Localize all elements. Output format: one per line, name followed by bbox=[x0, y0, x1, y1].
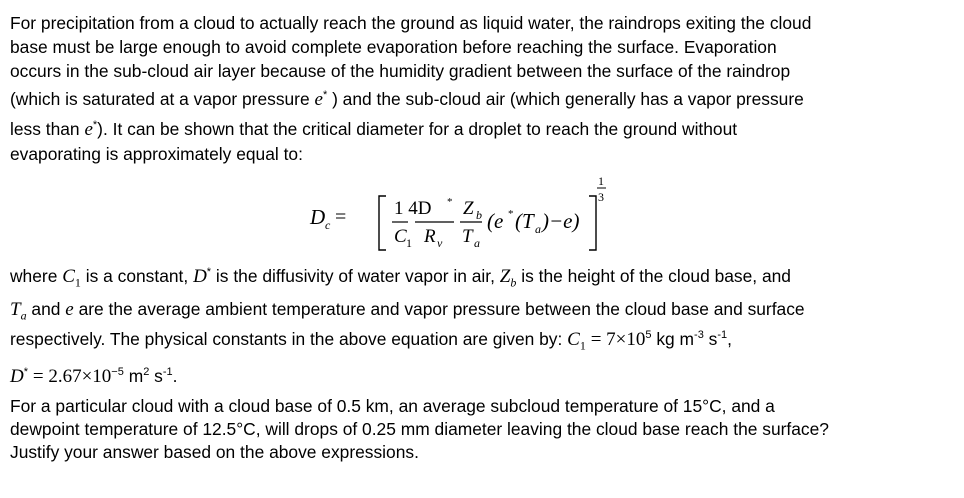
d-value-exp: −5 bbox=[111, 366, 124, 379]
right-bracket bbox=[589, 196, 596, 250]
symbol-c1: C bbox=[62, 266, 75, 287]
left-bracket bbox=[379, 196, 386, 250]
eq-num-star: * bbox=[447, 196, 453, 208]
intro-line-3: occurs in the sub-cloud air layer because of the humidity gradient between the surface of the raindrop bbox=[10, 61, 791, 81]
where-line-1-a: where bbox=[10, 266, 58, 286]
eq-den-c-sub: 1 bbox=[406, 236, 412, 250]
where-line-3 bbox=[10, 328, 732, 351]
eq-den-c: C bbox=[394, 226, 407, 247]
symbol-e: e bbox=[314, 89, 323, 110]
symbol-star: * bbox=[92, 119, 98, 132]
critical-diameter-equation bbox=[306, 172, 646, 262]
eq-num-text: 1 4D bbox=[394, 198, 432, 219]
where-line-2-a: and bbox=[31, 299, 61, 319]
where-line-1 bbox=[10, 265, 791, 288]
eq-paren-e: (e bbox=[487, 209, 504, 233]
symbol-star: * bbox=[322, 89, 328, 102]
eq-paren-star: * bbox=[508, 208, 514, 220]
intro-line-5-start: less than bbox=[10, 119, 80, 139]
intro-line-5 bbox=[10, 118, 737, 141]
question-line-1: For a particular cloud with a cloud base of 0.5 km, an average subcloud temperature of 15°C, and a bbox=[10, 396, 775, 416]
c1-units-exp2: -1 bbox=[717, 329, 728, 342]
d-value: = 2.67×10 bbox=[32, 366, 112, 387]
intro-line-4 bbox=[10, 88, 804, 111]
symbol-c1-sub: 1 bbox=[74, 275, 81, 290]
eq-equals: = bbox=[335, 206, 347, 228]
symbol-d-star: * bbox=[206, 266, 212, 279]
eq-den-r-sub: v bbox=[437, 236, 443, 250]
symbol-d-star: * bbox=[23, 366, 29, 379]
eq-lhs: D bbox=[310, 205, 326, 229]
eq-paren-t-sub: a bbox=[535, 222, 541, 236]
where-line-2 bbox=[10, 298, 805, 321]
question-line-3: Justify your answer based on the above expressions. bbox=[10, 442, 419, 462]
equation-svg bbox=[306, 172, 646, 262]
symbol-c1: C bbox=[567, 329, 580, 350]
where-line-2-b: are the average ambient temperature and vapor pressure between the cloud base and surface bbox=[78, 299, 805, 319]
d-units-exp2: -1 bbox=[162, 366, 173, 379]
symbol-e: e bbox=[84, 119, 93, 140]
symbol-d: D bbox=[10, 366, 24, 387]
where-line-3-a: respectively. The physical constants in the above equation are given by: bbox=[10, 329, 563, 349]
intro-line-6: evaporating is approximately equal to: bbox=[10, 144, 303, 164]
intro-line-1: For precipitation from a cloud to actually reach the ground as liquid water, the raindrops exiting the cloud bbox=[10, 13, 812, 33]
symbol-zb: Z bbox=[499, 266, 511, 287]
d-units: m bbox=[128, 366, 144, 386]
eq-numerator bbox=[394, 198, 431, 219]
intro-line-4-start: (which is saturated at a vapor pressure bbox=[10, 89, 310, 109]
d-units-exp1: 2 bbox=[143, 366, 150, 379]
d-units-end: . bbox=[172, 366, 178, 386]
question-line-2: dewpoint temperature of 12.5°C, will drops of 0.25 mm diameter leaving the cloud base reach the surface? bbox=[10, 419, 829, 439]
c1-value-exp: 5 bbox=[645, 329, 652, 342]
intro-line-5-end: ). It can be shown that the critical diameter for a droplet to reach the ground without bbox=[97, 119, 738, 139]
eq-exp-den: 3 bbox=[598, 190, 604, 204]
eq-zb: Z bbox=[463, 198, 474, 219]
symbol-d: D bbox=[193, 266, 207, 287]
c1-units-mid: s bbox=[703, 329, 718, 349]
eq-den-t-sub: a bbox=[474, 236, 480, 250]
c1-units: kg m bbox=[656, 329, 695, 349]
c1-units-exp1: -3 bbox=[694, 329, 704, 342]
c1-value: = 7×10 bbox=[590, 329, 646, 350]
symbol-ta: T bbox=[10, 299, 21, 320]
eq-den-r: R bbox=[424, 226, 436, 247]
eq-paren-end: )−e) bbox=[542, 209, 580, 233]
eq-den-t: T bbox=[462, 226, 473, 247]
eq-zb-sub: b bbox=[476, 208, 482, 222]
where-line-1-c: is the diffusivity of water vapor in air, bbox=[215, 266, 495, 286]
where-line-1-d: is the height of the cloud base, and bbox=[521, 266, 791, 286]
eq-paren-t: (T bbox=[515, 209, 534, 233]
d-units-mid: s bbox=[149, 366, 163, 386]
symbol-c1-sub: 1 bbox=[579, 338, 586, 353]
where-line-1-b: is a constant, bbox=[85, 266, 189, 286]
intro-line-4-end: ) and the sub-cloud air (which generally has a vapor pressure bbox=[332, 89, 804, 109]
intro-line-2: base must be large enough to avoid complete evaporation before reaching the surface. Evaporation bbox=[10, 37, 777, 57]
c1-units-end: , bbox=[727, 329, 732, 349]
where-line-4 bbox=[10, 365, 177, 388]
symbol-zb-sub: b bbox=[510, 275, 517, 290]
symbol-ta-sub: a bbox=[20, 308, 27, 323]
eq-lhs-sub: c bbox=[325, 218, 331, 232]
eq-exp-num: 1 bbox=[598, 174, 604, 188]
symbol-e: e bbox=[65, 299, 74, 320]
